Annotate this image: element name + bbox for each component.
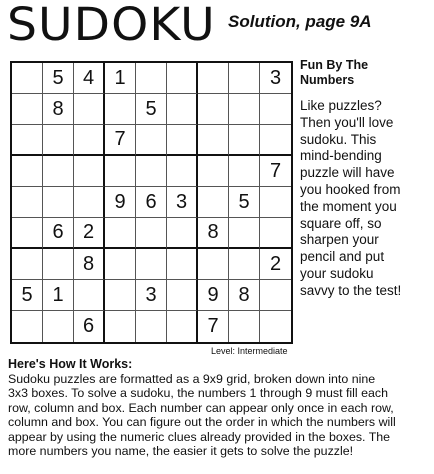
sudoku-cell[interactable] — [229, 63, 260, 94]
instructions-line: more numbers you name, the easier it gets to solve the puzzle! — [8, 444, 354, 459]
sudoku-cell[interactable] — [74, 187, 105, 218]
sudoku-cell[interactable] — [12, 156, 43, 187]
sudoku-cell[interactable]: 5 — [12, 280, 43, 311]
instructions-line: Sudoku puzzles are formatted as a 9x9 grid, broken down into nine — [8, 372, 376, 386]
sudoku-cell[interactable] — [198, 125, 229, 156]
sudoku-cell[interactable] — [105, 94, 136, 125]
sudoku-cell[interactable] — [105, 249, 136, 280]
sudoku-cell[interactable] — [198, 187, 229, 218]
sudoku-cell[interactable] — [229, 125, 260, 156]
sudoku-cell[interactable] — [43, 187, 74, 218]
sudoku-cell[interactable] — [136, 63, 167, 94]
sudoku-cell[interactable]: 3 — [136, 280, 167, 311]
sudoku-cell[interactable] — [136, 156, 167, 187]
sudoku-cell[interactable] — [229, 156, 260, 187]
sudoku-cell[interactable]: 3 — [260, 63, 291, 94]
sudoku-cell[interactable]: 8 — [43, 94, 74, 125]
sudoku-cell[interactable]: 9 — [198, 280, 229, 311]
sudoku-cell[interactable]: 9 — [105, 187, 136, 218]
sudoku-cell[interactable]: 5 — [136, 94, 167, 125]
sudoku-cell[interactable] — [136, 311, 167, 342]
sudoku-cell[interactable] — [136, 218, 167, 249]
sudoku-cell[interactable] — [12, 218, 43, 249]
sudoku-cell[interactable]: 2 — [260, 249, 291, 280]
sidebar-heading-line: Fun By The — [300, 58, 369, 72]
sudoku-cell[interactable] — [167, 249, 198, 280]
sidebar-body-line: sudoku. This — [300, 131, 377, 147]
instructions-line: 3x3 boxes. To solve a sudoku, the numbers 1 through 9 must fill each — [8, 386, 388, 401]
sidebar-body-line: savvy to the test! — [300, 282, 402, 298]
sudoku-cell[interactable] — [260, 280, 291, 311]
sudoku-cell[interactable] — [229, 249, 260, 280]
sidebar-body-line: pencil and put — [300, 249, 385, 265]
sudoku-cell[interactable]: 8 — [229, 280, 260, 311]
sudoku-cell[interactable] — [12, 187, 43, 218]
sidebar-body-line: sharpen your — [300, 232, 379, 248]
sudoku-cell[interactable] — [167, 125, 198, 156]
sudoku-cell[interactable] — [198, 156, 229, 187]
sidebar-body-line: mind-bending — [300, 148, 382, 164]
sudoku-cell[interactable] — [260, 218, 291, 249]
sudoku-cell[interactable]: 7 — [105, 125, 136, 156]
instructions-line: appear by using the numeric clues already provided in the boxes. The — [8, 429, 391, 444]
sudoku-cell[interactable]: 2 — [74, 218, 105, 249]
sudoku-cell[interactable] — [167, 311, 198, 342]
sudoku-cell[interactable] — [43, 311, 74, 342]
sudoku-cell[interactable] — [260, 187, 291, 218]
sudoku-cell[interactable] — [260, 311, 291, 342]
instructions-line: row, column and box. Each number can appear only once in each row, — [8, 400, 394, 415]
sudoku-grid — [10, 61, 293, 344]
sidebar-body-line: square off, so — [300, 215, 382, 231]
sidebar-body — [300, 98, 430, 300]
sudoku-cell[interactable] — [198, 249, 229, 280]
sudoku-cell[interactable] — [12, 94, 43, 125]
sudoku-cell[interactable] — [43, 125, 74, 156]
sudoku-cell[interactable]: 6 — [74, 311, 105, 342]
sudoku-cell[interactable] — [74, 125, 105, 156]
instructions-heading: Here's How It Works: — [8, 357, 133, 371]
instructions-body — [8, 372, 432, 458]
sudoku-cell[interactable]: 3 — [167, 187, 198, 218]
sudoku-cell[interactable]: 7 — [198, 311, 229, 342]
sudoku-cell[interactable] — [229, 311, 260, 342]
sudoku-cell[interactable]: 4 — [74, 63, 105, 94]
sudoku-cell[interactable] — [74, 156, 105, 187]
sidebar-body-line: you hooked from — [300, 181, 401, 197]
sudoku-cell[interactable] — [260, 94, 291, 125]
sidebar-heading — [300, 58, 430, 88]
sudoku-cell[interactable] — [74, 94, 105, 125]
sidebar-body-line: Like puzzles? — [300, 98, 382, 113]
sudoku-cell[interactable]: 7 — [260, 156, 291, 187]
sudoku-cell[interactable] — [43, 249, 74, 280]
sudoku-cell[interactable] — [167, 94, 198, 125]
sudoku-cell[interactable]: 6 — [43, 218, 74, 249]
sudoku-cell[interactable] — [260, 125, 291, 156]
sudoku-cell[interactable] — [136, 249, 167, 280]
sidebar-body-line: the moment you — [300, 198, 397, 214]
sidebar-body-line: Then you'll love — [300, 114, 394, 130]
sudoku-cell[interactable]: 1 — [105, 63, 136, 94]
sudoku-cell[interactable] — [74, 280, 105, 311]
sudoku-cell[interactable] — [105, 218, 136, 249]
sudoku-cell[interactable]: 5 — [229, 187, 260, 218]
sudoku-cell[interactable]: 8 — [198, 218, 229, 249]
sudoku-cell[interactable] — [198, 63, 229, 94]
sudoku-cell[interactable] — [105, 156, 136, 187]
sudoku-cell[interactable] — [167, 63, 198, 94]
sudoku-cell[interactable] — [136, 125, 167, 156]
instructions-line: column and box. You can figure out the order in which the numbers will — [8, 415, 396, 430]
difficulty-level: Level: Intermediate — [211, 346, 288, 356]
sudoku-cell[interactable] — [12, 249, 43, 280]
sudoku-cell[interactable]: 1 — [43, 280, 74, 311]
sudoku-cell[interactable] — [198, 94, 229, 125]
sudoku-cell[interactable] — [12, 311, 43, 342]
sudoku-cell[interactable] — [167, 280, 198, 311]
sudoku-cell[interactable]: 5 — [43, 63, 74, 94]
sudoku-cell[interactable] — [43, 156, 74, 187]
sudoku-cell[interactable] — [229, 218, 260, 249]
sudoku-cell[interactable] — [229, 94, 260, 125]
sudoku-cell[interactable] — [167, 156, 198, 187]
sudoku-cell[interactable] — [105, 280, 136, 311]
sudoku-title: SUDOKU — [7, 0, 216, 51]
sudoku-cell[interactable] — [105, 311, 136, 342]
sudoku-cell[interactable]: 6 — [136, 187, 167, 218]
sudoku-cell[interactable] — [12, 125, 43, 156]
sudoku-cell[interactable]: 8 — [74, 249, 105, 280]
sudoku-cell[interactable] — [12, 63, 43, 94]
sidebar-body-line: your sudoku — [300, 265, 374, 281]
solution-reference: Solution, page 9A — [228, 12, 372, 31]
sudoku-cell[interactable] — [167, 218, 198, 249]
sidebar-heading-line: Numbers — [300, 73, 355, 87]
sidebar-body-line: puzzle will have — [300, 165, 395, 181]
